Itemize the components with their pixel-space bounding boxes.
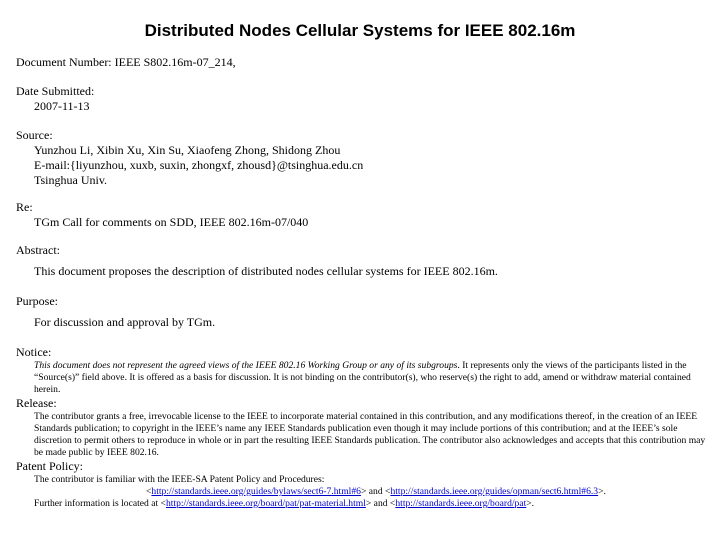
- re-label: Re:: [16, 200, 33, 214]
- notice-section: [16, 345, 706, 396]
- date-section: [16, 84, 706, 114]
- date-value: 2007-11-13: [34, 99, 90, 113]
- release-label: Release:: [16, 396, 57, 410]
- notice-text: [16, 360, 706, 396]
- source-org: Tsinghua Univ.: [34, 173, 108, 187]
- bylaws-link[interactable]: http://standards.ieee.org/guides/bylaws/sect6-7.html#6: [151, 486, 361, 497]
- document-number: Document Number: IEEE S802.16m-07_214,: [16, 55, 236, 69]
- patent-end2: >.: [526, 498, 535, 509]
- document-title: Distributed Nodes Cellular Systems for IEEE 802.16m: [144, 21, 576, 40]
- date-label: Date Submitted:: [16, 84, 95, 98]
- release-section: [16, 396, 706, 459]
- board-pat-link[interactable]: http://standards.ieee.org/board/pat: [395, 498, 527, 509]
- notice-italic: This document does not represent the agreed views of the IEEE 802.16 Working Group or any of its subgroups: [34, 360, 458, 371]
- source-email: E-mail:{liyunzhou, xuxb, suxin, zhongxf, zhousd}@tsinghua.edu.cn: [34, 158, 364, 172]
- patent-and2: > and <: [365, 498, 396, 509]
- patent-line3-prefix: Further information is located at <: [34, 498, 166, 509]
- patent-section: [16, 459, 706, 510]
- re-value: TGm Call for comments on SDD, IEEE 802.16m-07/040: [34, 215, 309, 229]
- abstract-section: [16, 243, 706, 279]
- source-label: Source:: [16, 128, 53, 142]
- purpose-section: [16, 294, 706, 330]
- notice-label: Notice:: [16, 345, 52, 359]
- re-section: [16, 200, 706, 230]
- source-authors: Yunzhou Li, Xibin Xu, Xin Su, Xiaofeng Zhong, Shidong Zhou: [34, 143, 341, 157]
- patent-lt: <: [146, 486, 152, 497]
- patent-end1: >.: [598, 486, 606, 497]
- abstract-label: Abstract:: [16, 243, 60, 257]
- opman-link[interactable]: http://standards.ieee.org/guides/opman/sect6.html#6.3: [390, 486, 599, 497]
- purpose-value: For discussion and approval by TGm.: [34, 315, 216, 329]
- patent-line1: The contributor is familiar with the IEEE-SA Patent Policy and Procedures:: [34, 474, 325, 485]
- release-text: The contributor grants a free, irrevocable license to the IEEE to incorporate material contained in this contribution, and any modifications thereof, in the creation of an IEEE Standards publication; to copyright in the IEEE’s name any IEEE Standards publication even though it may include portions of this contribution; and at the IEEE’s sole discretion to permit others to reproduce in whole or in part the resulting IEEE Standards publication. The contributor also acknowledges and accepts that this contribution may be made public by IEEE 802.16.: [34, 411, 706, 458]
- patent-label: Patent Policy:: [16, 459, 83, 473]
- source-section: [16, 128, 706, 188]
- patent-line3: [16, 498, 706, 510]
- abstract-value: This document proposes the description of distributed nodes cellular systems for IEEE 802.16m.: [34, 264, 498, 278]
- pat-material-link[interactable]: http://standards.ieee.org/board/pat/pat-material.html: [165, 498, 366, 509]
- patent-line2: [16, 486, 706, 498]
- notice-rest: . It represents only the views of the participants listed in the “Source(s)” field above. It is offered as a basis for discussion. It is not binding on the contributor(s), who reserve(s) the right to add, amend or withdraw material contained herein.: [34, 360, 691, 395]
- purpose-label: Purpose:: [16, 294, 58, 308]
- patent-and1: > and <: [360, 486, 391, 497]
